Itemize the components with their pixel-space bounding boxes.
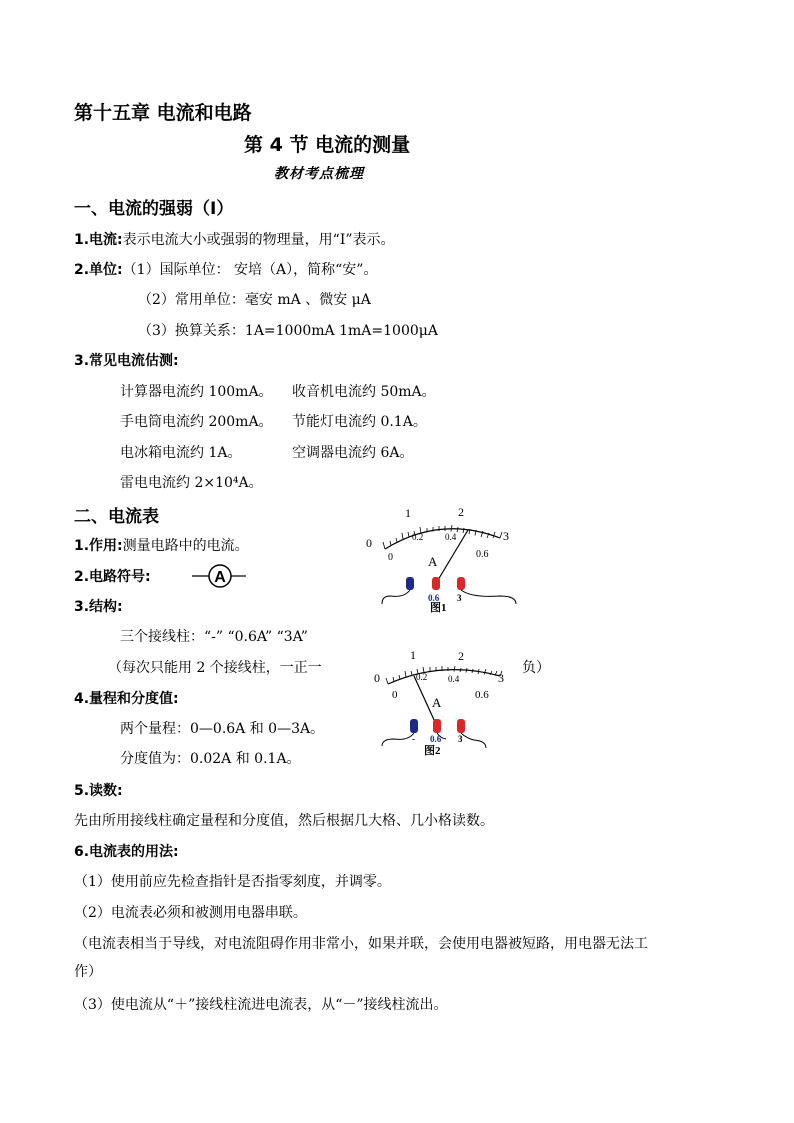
part1-item3-label: 3.常见电流估测:: [74, 353, 179, 369]
inner-scale-label: 0.6: [475, 689, 489, 701]
part2-item2-label: 2.电路符号:: [74, 569, 151, 585]
chapter-title: 第十五章 电流和电路: [74, 102, 252, 124]
inner-scale-label: 0: [392, 689, 398, 701]
part2-heading: 二、电流表: [74, 507, 159, 527]
outer-scale-label: 1: [410, 648, 416, 662]
section-title: 第 4 节 电流的测量: [244, 134, 411, 156]
ammeter-symbol-icon: [190, 563, 250, 589]
usage-rule: （1）使用前应先检查指针是否指零刻度，并调零。: [74, 874, 391, 890]
estimate-item: 收音机电流约 50mA。: [292, 384, 436, 400]
estimate-item: 节能灯电流约 0.1A。: [292, 414, 427, 430]
terminal-label: 3: [457, 593, 462, 603]
unit-line: （2）常用单位：毫安 mA 、微安 μA: [138, 292, 371, 308]
structure-text: 三个接线柱：“-” “0.6A” “3A”: [120, 629, 308, 645]
outer-scale-label: 3: [503, 529, 509, 543]
inner-scale-label: 0: [388, 552, 393, 563]
inner-scale-label: 0.2: [412, 532, 424, 542]
part2-item6-label: 6.电流表的用法:: [74, 844, 179, 860]
terminal-label: 0.6: [428, 593, 440, 603]
inner-scale-label: 0.2: [416, 672, 428, 682]
outer-scale-label: 0: [366, 536, 372, 550]
terminal-label: 0.6: [430, 734, 442, 744]
outer-scale-label: 2: [458, 649, 464, 663]
part2-item3-label: 3.结构:: [74, 599, 123, 615]
inner-scale-label: 0.6: [476, 549, 489, 560]
outer-scale-label: 1: [405, 506, 411, 520]
terminal-0-6-icon: [433, 719, 441, 733]
usage-rule: （电流表相当于导线，对电流阻碍作用非常小，如果并联，会使用电器被短路，用电器无法工: [74, 936, 648, 952]
inner-scale-label: 0.4: [448, 674, 460, 684]
part2-item5-label: 5.读数:: [74, 783, 123, 799]
estimate-item: 雷电电流约 2×10⁴A。: [120, 475, 263, 491]
unit-label: A: [428, 554, 438, 569]
figure-caption: 图2: [424, 745, 441, 757]
reading-text: 先由所用接线柱确定量程和分度值，然后根据几大格、几小格读数。: [74, 813, 494, 829]
outer-scale-label: 3: [498, 671, 504, 685]
outer-scale-label: 2: [458, 505, 464, 519]
item-text: 表示电流大小或强弱的物理量，用“I”表示。: [122, 232, 395, 248]
ranges-text: 两个量程：0—0.6A 和 0—3A。: [120, 721, 325, 737]
part2-item1: [74, 535, 249, 555]
part1-heading: 一、电流的强弱（I）: [74, 199, 234, 219]
terminal-label: -: [412, 734, 415, 744]
item-label: 2.单位:: [74, 262, 123, 278]
item-text: 测量电路中的电流。: [122, 538, 249, 554]
negative-terminal-icon: [406, 577, 414, 590]
part1-item1: [74, 229, 395, 249]
figure-caption: 图1: [430, 602, 447, 614]
unit-label: A: [432, 695, 442, 710]
negative-terminal-icon: [410, 719, 418, 733]
unit-line: （1）国际单位： 安培（A），简称“安”。: [122, 262, 378, 278]
subtitle: 教材考点梳理: [274, 166, 364, 182]
part1-item2: [74, 259, 377, 279]
estimate-item: 手电筒电流约 200mA。: [120, 414, 273, 430]
ammeter-figure-2: [362, 646, 532, 764]
usage-note-right: 负）: [522, 660, 550, 676]
usage-note-left: （每次只能用 2 个接线柱，一正一: [108, 660, 322, 676]
inner-scale-label: 0.4: [445, 532, 457, 542]
terminal-label: 3: [458, 734, 463, 744]
terminal-3-icon: [457, 577, 465, 590]
outer-scale-label: 0: [374, 671, 380, 685]
usage-rule: 作）: [74, 964, 102, 980]
estimate-item: 电冰箱电流约 1A。: [120, 445, 242, 461]
division-text: 分度值为：0.02A 和 0.1A。: [120, 751, 301, 767]
ammeter-figure-1: [360, 500, 530, 620]
usage-rule: （2）电流表必须和被测用电器串联。: [74, 905, 307, 921]
item-label: 1.作用:: [74, 538, 123, 554]
usage-rule: （3）使电流从“＋”接线柱流进电流表，从“－”接线柱流出。: [74, 997, 448, 1013]
terminal-3-icon: [457, 719, 465, 733]
terminal-0-6-icon: [432, 577, 440, 590]
estimate-item: 空调器电流约 6A。: [292, 445, 414, 461]
estimate-item: 计算器电流约 100mA。: [120, 384, 273, 400]
part2-item4-label: 4.量程和分度值:: [74, 691, 179, 707]
unit-line: （3）换算关系：1A=1000mA 1mA=1000μA: [138, 323, 438, 339]
item-label: 1.电流:: [74, 232, 123, 248]
symbol-letter: A: [214, 569, 226, 586]
